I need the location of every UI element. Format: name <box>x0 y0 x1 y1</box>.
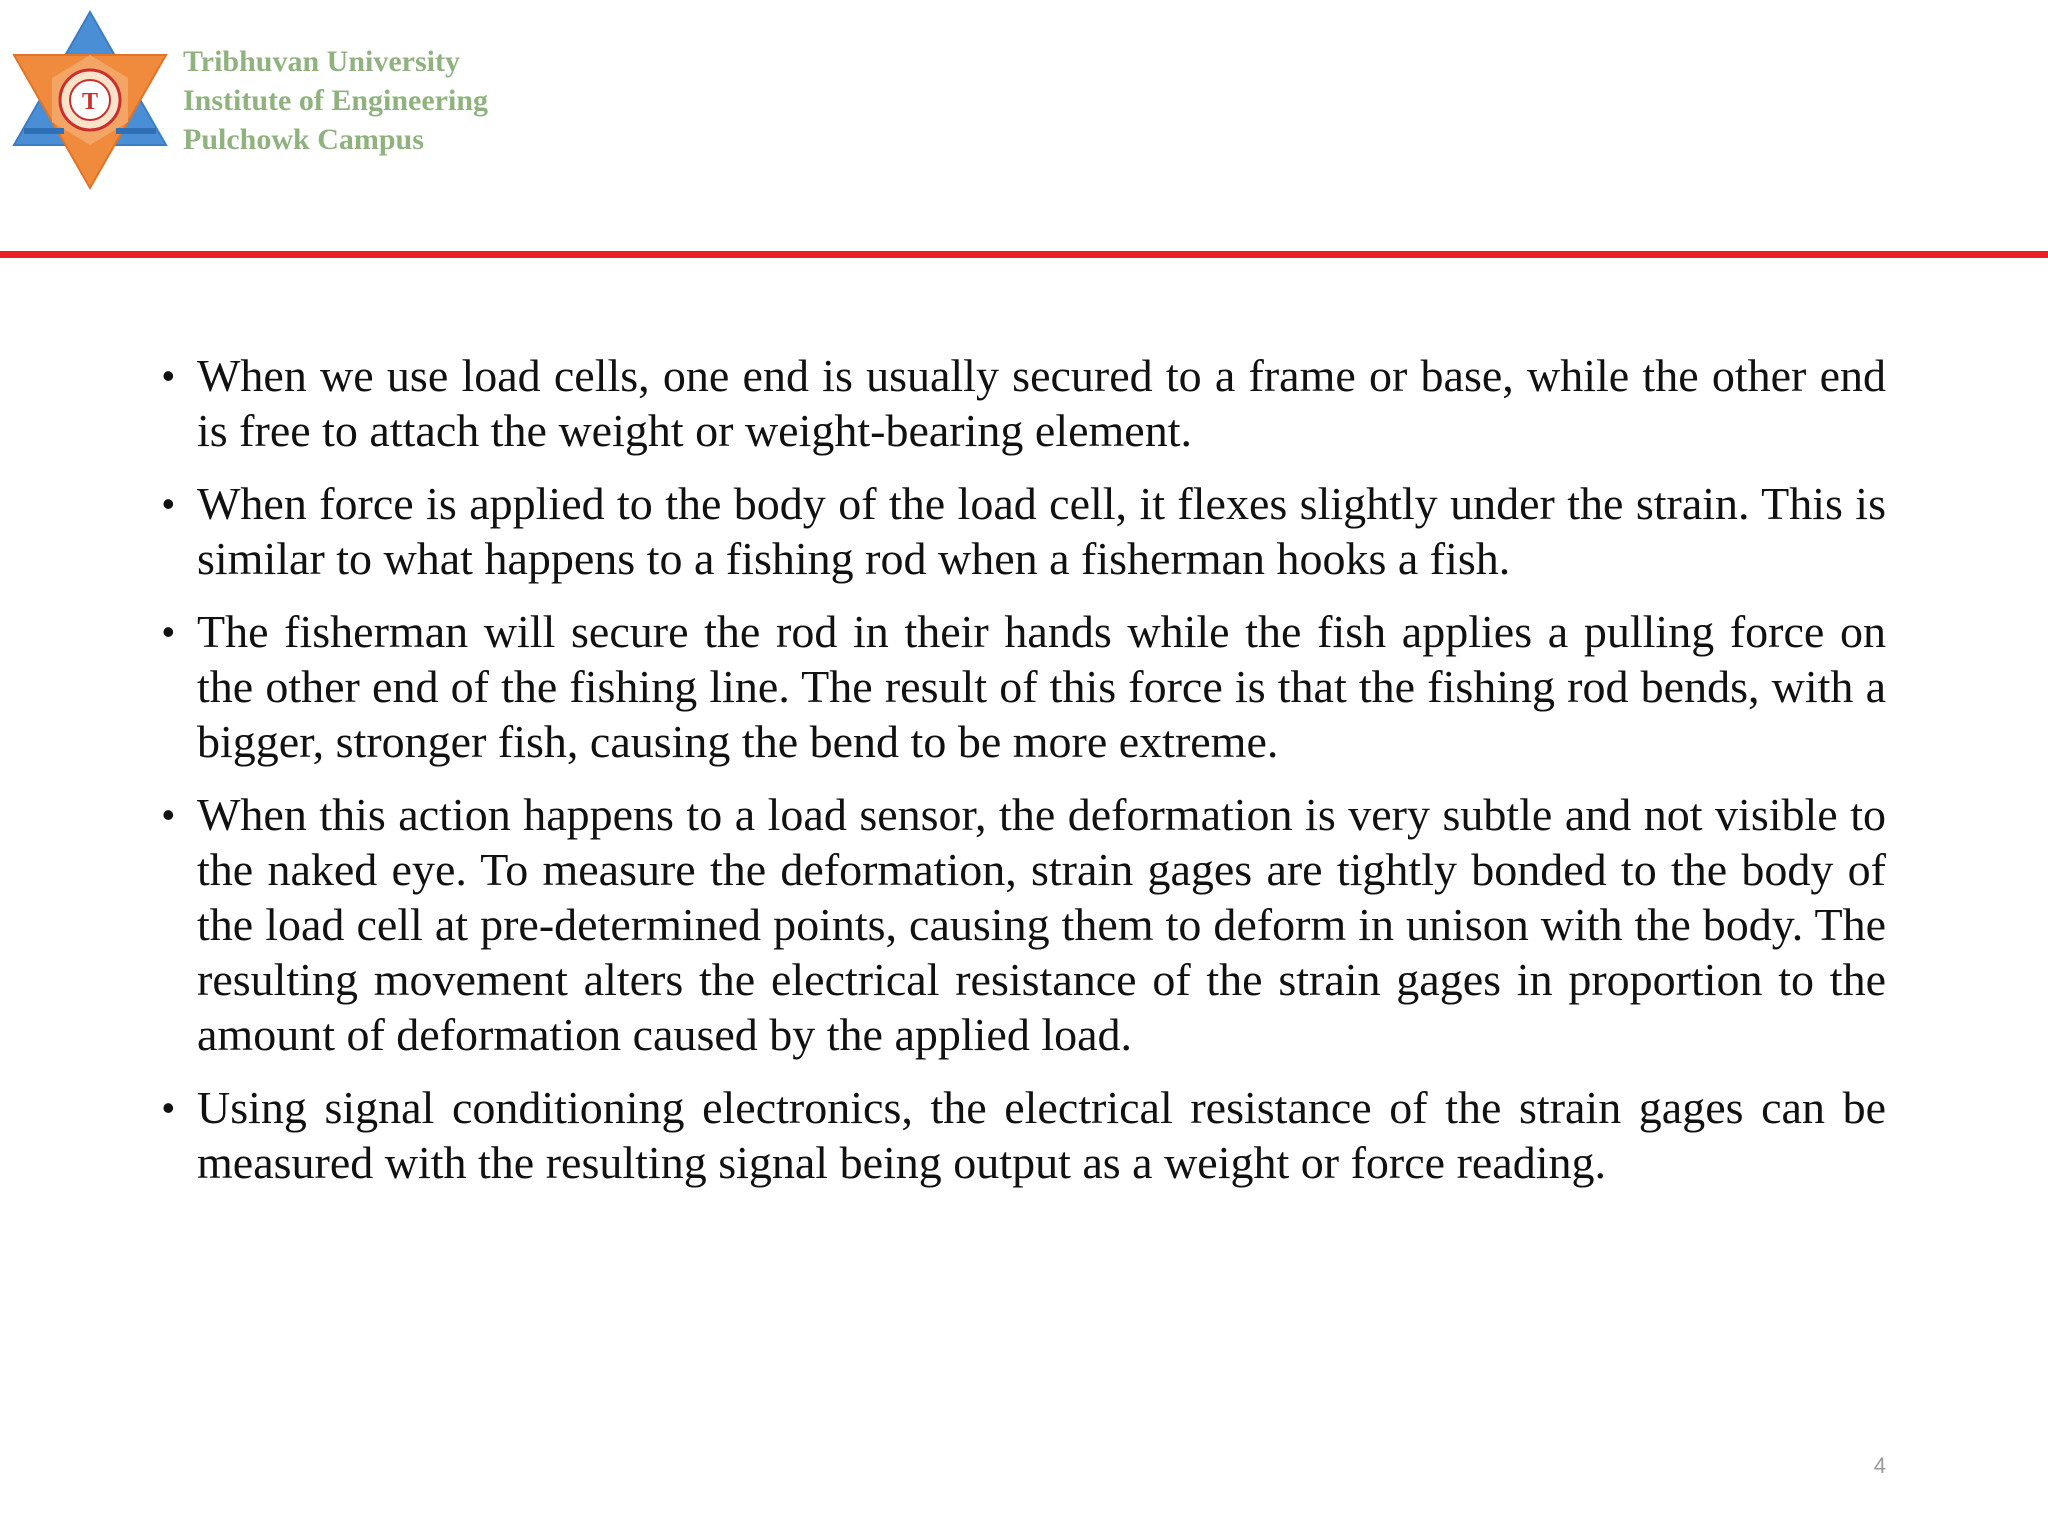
university-logo-icon <box>10 10 170 190</box>
bullet-text: When this action happens to a load sensor, the deformation is very subtle and not visible to the naked eye. To measure the deformation, strain gages are tightly bonded to the body of the load cell at pre-determined points, causing them to deform in unison with the body. The resulting movement alters the electrical resistance of the strain gages in proportion to the amount of deformation caused by the applied load. <box>197 789 1886 1060</box>
bullet-icon: • <box>162 794 175 835</box>
bullet-item <box>162 476 1886 586</box>
institution-line-university: Tribhuvan University <box>183 45 460 78</box>
page-number: 4 <box>1873 1453 1886 1478</box>
slide-header <box>0 0 2048 250</box>
bullet-item <box>162 604 1886 769</box>
slide-body <box>162 348 1886 1208</box>
institution-line-institute: Institute of Engineering <box>183 84 489 117</box>
bullet-text: When we use load cells, one end is usually secured to a frame or base, while the other end is free to attach the weight or weight-bearing element. <box>197 350 1886 456</box>
institution-line-campus: Pulchowk Campus <box>183 123 424 156</box>
bullet-icon: • <box>162 1087 175 1128</box>
bullet-item <box>162 348 1886 458</box>
svg-text:T: T <box>81 89 99 115</box>
bullet-icon: • <box>162 355 175 396</box>
bullet-icon: • <box>162 611 175 652</box>
institution-name <box>183 42 488 159</box>
header-divider <box>0 251 2048 258</box>
bullet-text: Using signal conditioning electronics, the electrical resistance of the strain gages can be measured with the resulting signal being output as a weight or force reading. <box>197 1082 1886 1188</box>
bullet-text: When force is applied to the body of the load cell, it flexes slightly under the strain. This is similar to what happens to a fishing rod when a fisherman hooks a fish. <box>197 478 1886 584</box>
bullet-list <box>162 348 1886 1190</box>
bullet-item <box>162 1080 1886 1190</box>
bullet-icon: • <box>162 483 175 524</box>
bullet-text: The fisherman will secure the rod in their hands while the fish applies a pulling force on the other end of the fishing line. The result of this force is that the fishing rod bends, with a bigger, stronger fish, causing the bend to be more extreme. <box>197 606 1886 767</box>
bullet-item <box>162 787 1886 1062</box>
